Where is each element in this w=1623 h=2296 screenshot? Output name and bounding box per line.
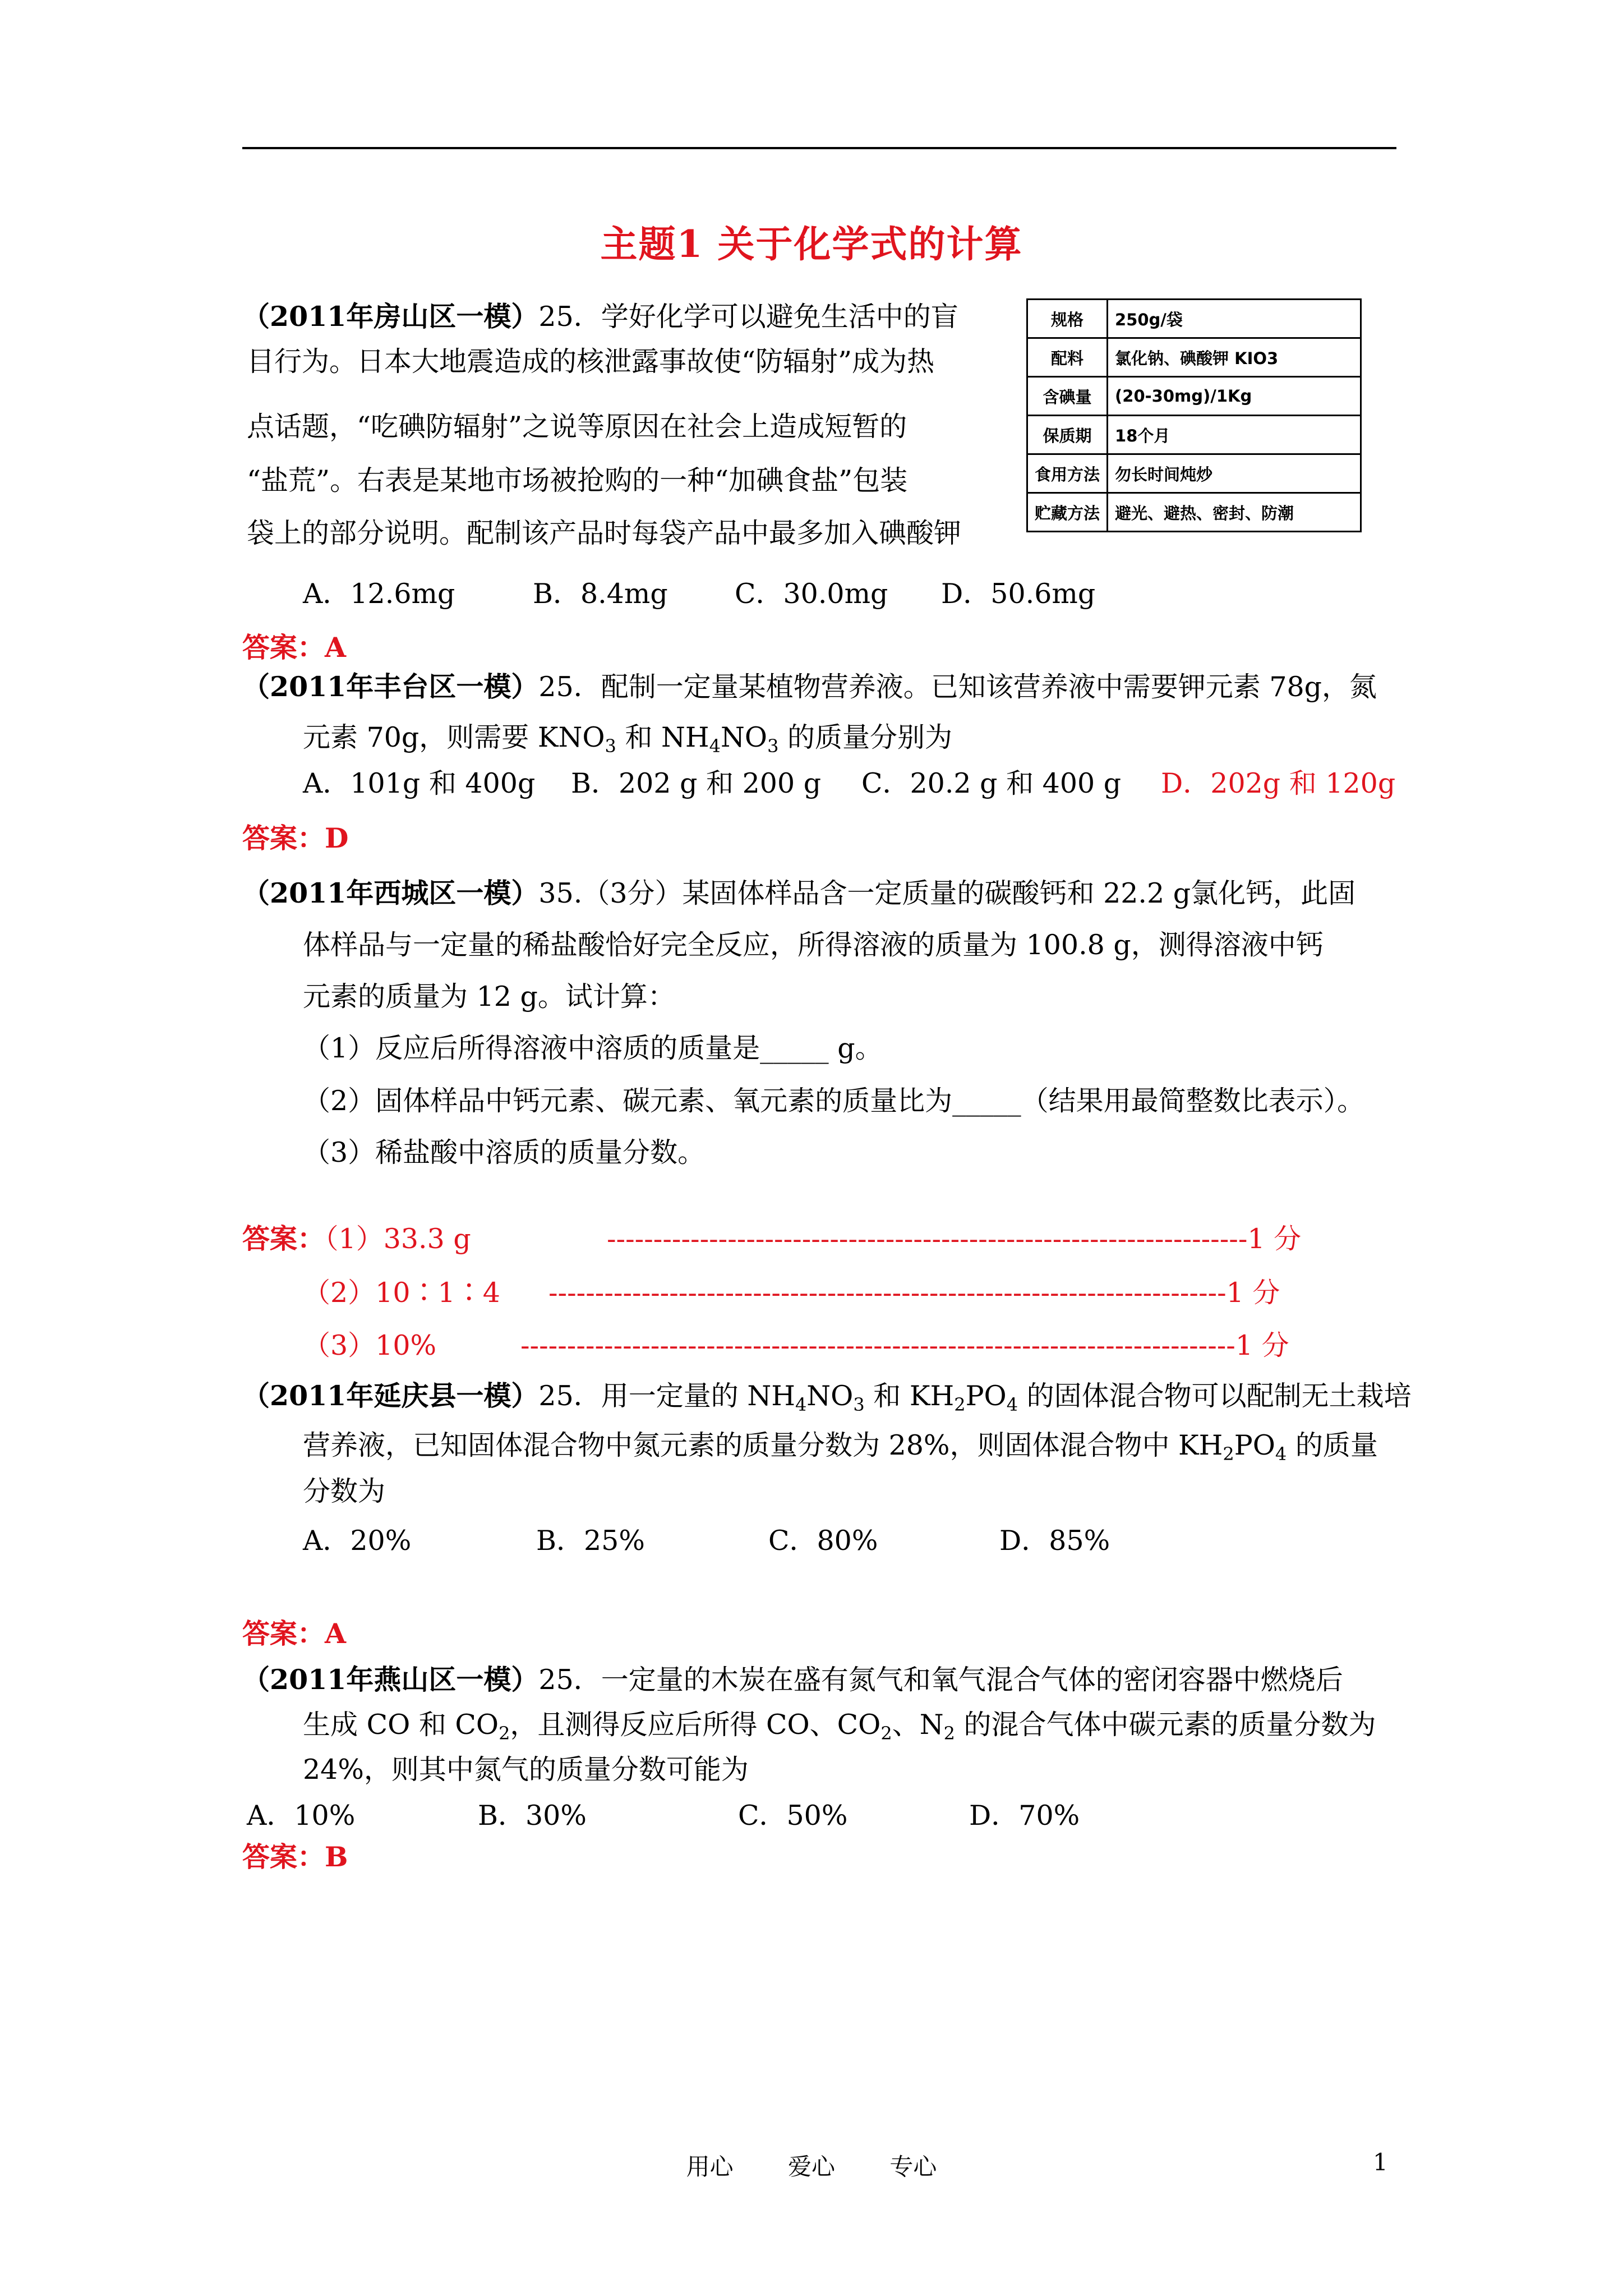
- q3-sub-2: （2）固体样品中钙元素、碳元素、氧元素的质量比为_____（结果用最简整数比表示）。: [303, 1085, 1365, 1117]
- q3-line-1: （2011年西城区一模）35.（3分）某固体样品含一定质量的碳酸钙和 22.2 g氯化钙，此固: [242, 877, 1356, 909]
- q1-line-3: 点话题，“吃碘防辐射”之说等原因在社会上造成短暂的: [247, 411, 907, 443]
- q3-answer-1: 答案：（1）33.3 g: [242, 1222, 471, 1255]
- q1-line-4: “盐荒”。右表是某地市场被抢购的一种“加碘食盐”包装: [247, 464, 908, 496]
- q4-line-3: 分数为: [303, 1475, 386, 1507]
- spec-row: [1027, 493, 1361, 532]
- q5-line-2: 生成 CO 和 $CO_2$，且测得反应后所得 CO、$CO_2$、$N_2$ 的混合气体中碳元素的质量分数为: [303, 1709, 1376, 1744]
- q3-answer-2: （2）10∶1∶4: [303, 1277, 500, 1309]
- q1-option-b: B．8.4mg: [533, 578, 668, 610]
- q3-answer-3-score: -----------------------------------------------------------------------------1 分: [520, 1329, 1289, 1361]
- q2-option-b: B．202 g 和 200 g: [571, 767, 822, 799]
- q1-option-d: D．50.6mg: [941, 578, 1096, 610]
- spec-value: 250g/袋: [1108, 300, 1361, 338]
- q3-sub-3: （3）稀盐酸中溶质的质量分数。: [303, 1137, 706, 1168]
- q2-line-2: 元素 70g，则需要 $KNO_3$ 和 $NH_4NO_3$ 的质量分别为: [303, 721, 952, 757]
- spec-value: 氯化钠、碘酸钾 KIO3: [1108, 338, 1361, 377]
- spec-key: 贮藏方法: [1027, 493, 1108, 532]
- q2-option-c: C．20.2 g 和 400 g: [861, 767, 1122, 799]
- q2-answer: 答案：D: [242, 822, 349, 854]
- q4-line-2: 营养液，已知固体混合物中氮元素的质量分数为 28%，则固体混合物中 $KH_2PO_4$ 的质量: [303, 1429, 1378, 1465]
- q5-option-d: D．70%: [969, 1800, 1080, 1832]
- spec-value: (20-30mg)/1Kg: [1108, 377, 1361, 416]
- header-rule: [242, 147, 1396, 149]
- spec-key: 规格: [1027, 300, 1108, 338]
- q5-answer: 答案：B: [242, 1841, 348, 1873]
- q5-line-3: 24%，则其中氮气的质量分数可能为: [303, 1754, 749, 1786]
- q4-line-1: （2011年延庆县一模）25．用一定量的 $NH_4NO_3$ 和 $KH_2PO_4$ 的固体混合物可以配制无土栽培: [242, 1379, 1412, 1415]
- salt-spec-table: [1026, 298, 1362, 532]
- spec-value: 18个月: [1108, 416, 1361, 454]
- q4-option-a: A．20%: [303, 1525, 412, 1557]
- spec-row: [1027, 416, 1361, 454]
- spec-key: 含碘量: [1027, 377, 1108, 416]
- q2-option-a: A．101g 和 400g: [303, 767, 536, 799]
- spec-key: 食用方法: [1027, 454, 1108, 493]
- q3-line-2: 体样品与一定量的稀盐酸恰好完全反应，所得溶液的质量为 100.8 g，测得溶液中钙: [303, 929, 1324, 961]
- q3-sub-1: （1）反应后所得溶液中溶质的质量是_____ g。: [303, 1032, 883, 1064]
- spec-row: [1027, 377, 1361, 416]
- spec-value: 避光、避热、密封、防潮: [1108, 493, 1361, 532]
- q5-option-a: A．10%: [247, 1800, 356, 1832]
- q1-option-c: C．30.0mg: [735, 578, 888, 610]
- q2-option-d: D．202g 和 120g: [1161, 767, 1396, 799]
- q5-option-c: C．50%: [738, 1800, 848, 1832]
- spec-row: [1027, 338, 1361, 377]
- q4-option-b: B．25%: [536, 1525, 645, 1557]
- spec-row: [1027, 300, 1361, 338]
- q5-option-b: B．30%: [478, 1800, 587, 1832]
- q3-answer-2-score: -------------------------------------------------------------------------1 分: [548, 1277, 1280, 1309]
- spec-key: 配料: [1027, 338, 1108, 377]
- footer-item-3: 专心: [889, 2153, 937, 2180]
- footer-item-2: 爱心: [787, 2153, 835, 2180]
- page-title: 主题1 关于化学式的计算: [600, 222, 1023, 266]
- page-number: 1: [1373, 2148, 1388, 2176]
- q3-answer-3: （3）10%: [303, 1329, 437, 1361]
- q1-line-1: （2011年房山区一模）25．学好化学可以避免生活中的盲: [242, 300, 958, 333]
- spec-value: 勿长时间炖炒: [1108, 454, 1361, 493]
- q3-line-3: 元素的质量为 12 g。试计算：: [303, 981, 675, 1013]
- spec-row: [1027, 454, 1361, 493]
- q4-option-c: C．80%: [768, 1525, 878, 1557]
- q2-line-1: （2011年丰台区一模）25．配制一定量某植物营养液。已知该营养液中需要钾元素 78g，氮: [242, 670, 1377, 703]
- q1-option-a: A．12.6mg: [303, 578, 455, 610]
- q4-answer: 答案：A: [242, 1617, 347, 1650]
- footer-item-1: 用心: [686, 2153, 734, 2180]
- q4-option-d: D．85%: [999, 1525, 1110, 1557]
- q1-line-5: 袋上的部分说明。配制该产品时每袋产品中最多加入碘酸钾: [247, 517, 962, 549]
- q3-answer-1-score: ---------------------------------------------------------------------1 分: [607, 1223, 1302, 1255]
- spec-key: 保质期: [1027, 416, 1108, 454]
- q1-answer: 答案：A: [242, 631, 347, 664]
- q1-line-2: 目行为。日本大地震造成的核泄露事故使“防辐射”成为热: [247, 346, 935, 378]
- q5-line-1: （2011年燕山区一模）25．一定量的木炭在盛有氮气和氧气混合气体的密闭容器中燃烧后: [242, 1663, 1343, 1696]
